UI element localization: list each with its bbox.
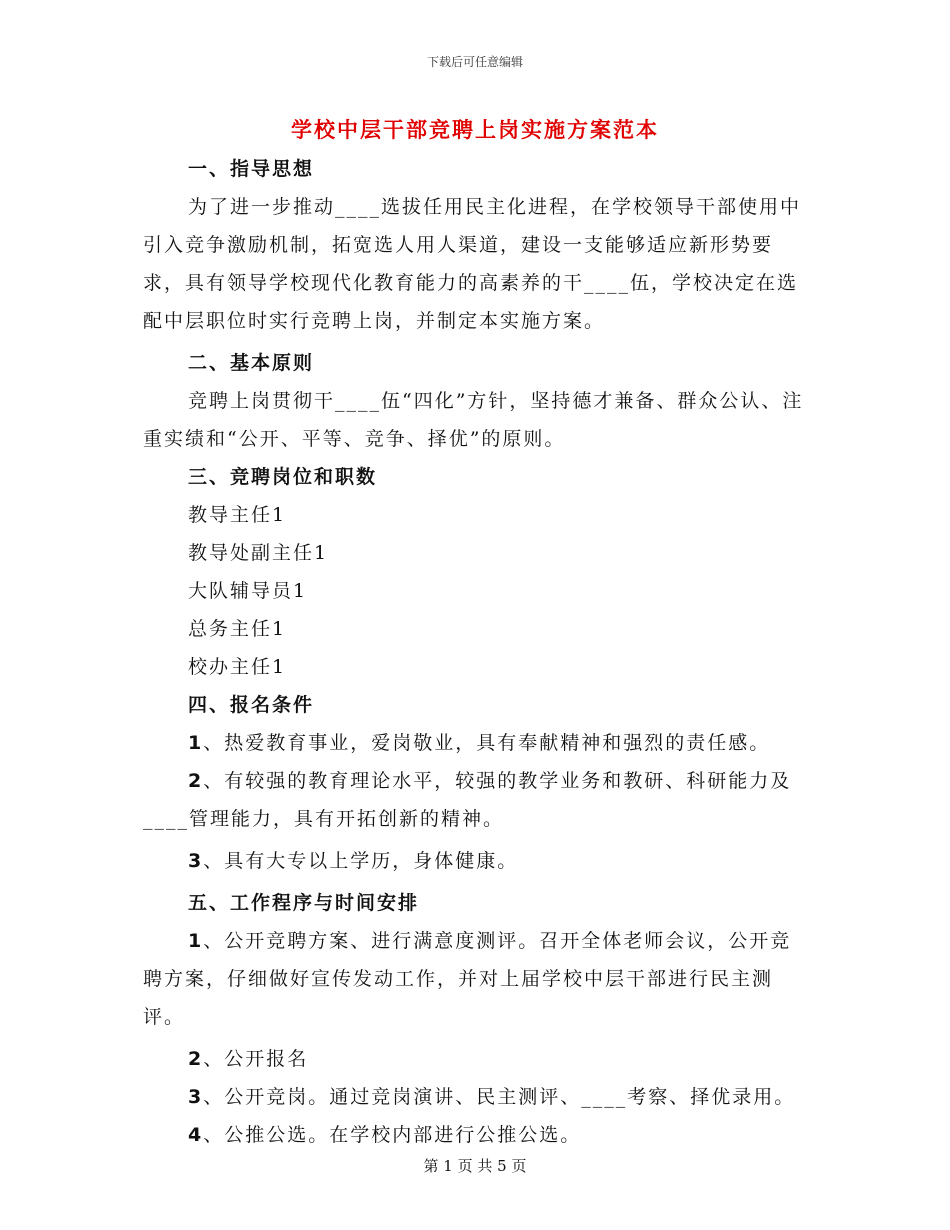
item-text: 、公推公选。在学校内部进行公推公选。 [203, 1124, 582, 1146]
header-note: 下载后可任意编辑 [426, 55, 523, 69]
section-heading-1: 一、指导思想 [188, 158, 315, 180]
item-text: 、有较强的教育理论水平，较强的教学业务和教研、科研能力及____管理能力，具有开拓创新的精神。 [143, 770, 792, 830]
position-item: 教导处副主任1 [188, 542, 329, 564]
position-item: 大队辅导员1 [188, 580, 308, 602]
document-title: 学校中层干部竞聘上岗实施方案范本 [291, 117, 659, 142]
item-number: 1 [188, 930, 204, 952]
position-item: 总务主任1 [188, 618, 287, 640]
section-paragraph-1: 为了进一步推动____选拔任用民主化进程，在学校领导干部使用中引入竞争激励机制，拓宽选人用人渠道，建设一支能够适应新形势要求，具有领导学校现代化教育能力的高素养的干____伍，学校决定在选配中层职位时实行竞聘上岗，并制定本实施方案。 [143, 196, 802, 332]
section-paragraph-2: 竞聘上岗贯彻干____伍“四化”方针，坚持德才兼备、群众公认、注重实绩和“公开、平等、竞争、择优”的原则。 [143, 390, 804, 450]
item-text: 、具有大专以上学历，身体健康。 [203, 850, 519, 872]
condition-item [143, 842, 811, 880]
condition-item [143, 724, 811, 762]
item-number: 2 [188, 770, 204, 792]
position-item: 校办主任1 [188, 656, 287, 678]
item-text: 、公开报名 [203, 1048, 309, 1070]
item-number: 1 [188, 732, 204, 754]
item-number: 2 [188, 1048, 204, 1070]
condition-item [143, 762, 811, 838]
page-footer: 第 1 页 共 5 页 [423, 1157, 527, 1175]
procedure-item [143, 1078, 811, 1116]
item-number: 3 [188, 1086, 204, 1108]
document-body [143, 150, 811, 1154]
section-heading-2: 二、基本原则 [188, 352, 315, 374]
section-heading-4: 四、报名条件 [188, 694, 315, 716]
section-heading-5: 五、工作程序与时间安排 [188, 892, 420, 914]
item-number: 4 [188, 1124, 204, 1146]
item-text: 、公开竞岗。通过竞岗演讲、民主测评、____考察、择优录用。 [203, 1086, 796, 1108]
section-heading-3: 三、竞聘岗位和职数 [188, 466, 378, 488]
procedure-item [143, 922, 811, 1036]
procedure-item [143, 1116, 811, 1154]
procedure-item [143, 1040, 811, 1078]
item-text: 、热爱教育事业，爱岗敬业，具有奉献精神和强烈的责任感。 [203, 732, 771, 754]
item-text: 、公开竞聘方案、进行满意度测评。召开全体老师会议，公开竞聘方案，仔细做好宣传发动工作，并对上届学校中层干部进行民主测评。 [143, 930, 792, 1028]
position-item: 教导主任1 [188, 504, 287, 526]
item-number: 3 [188, 850, 204, 872]
